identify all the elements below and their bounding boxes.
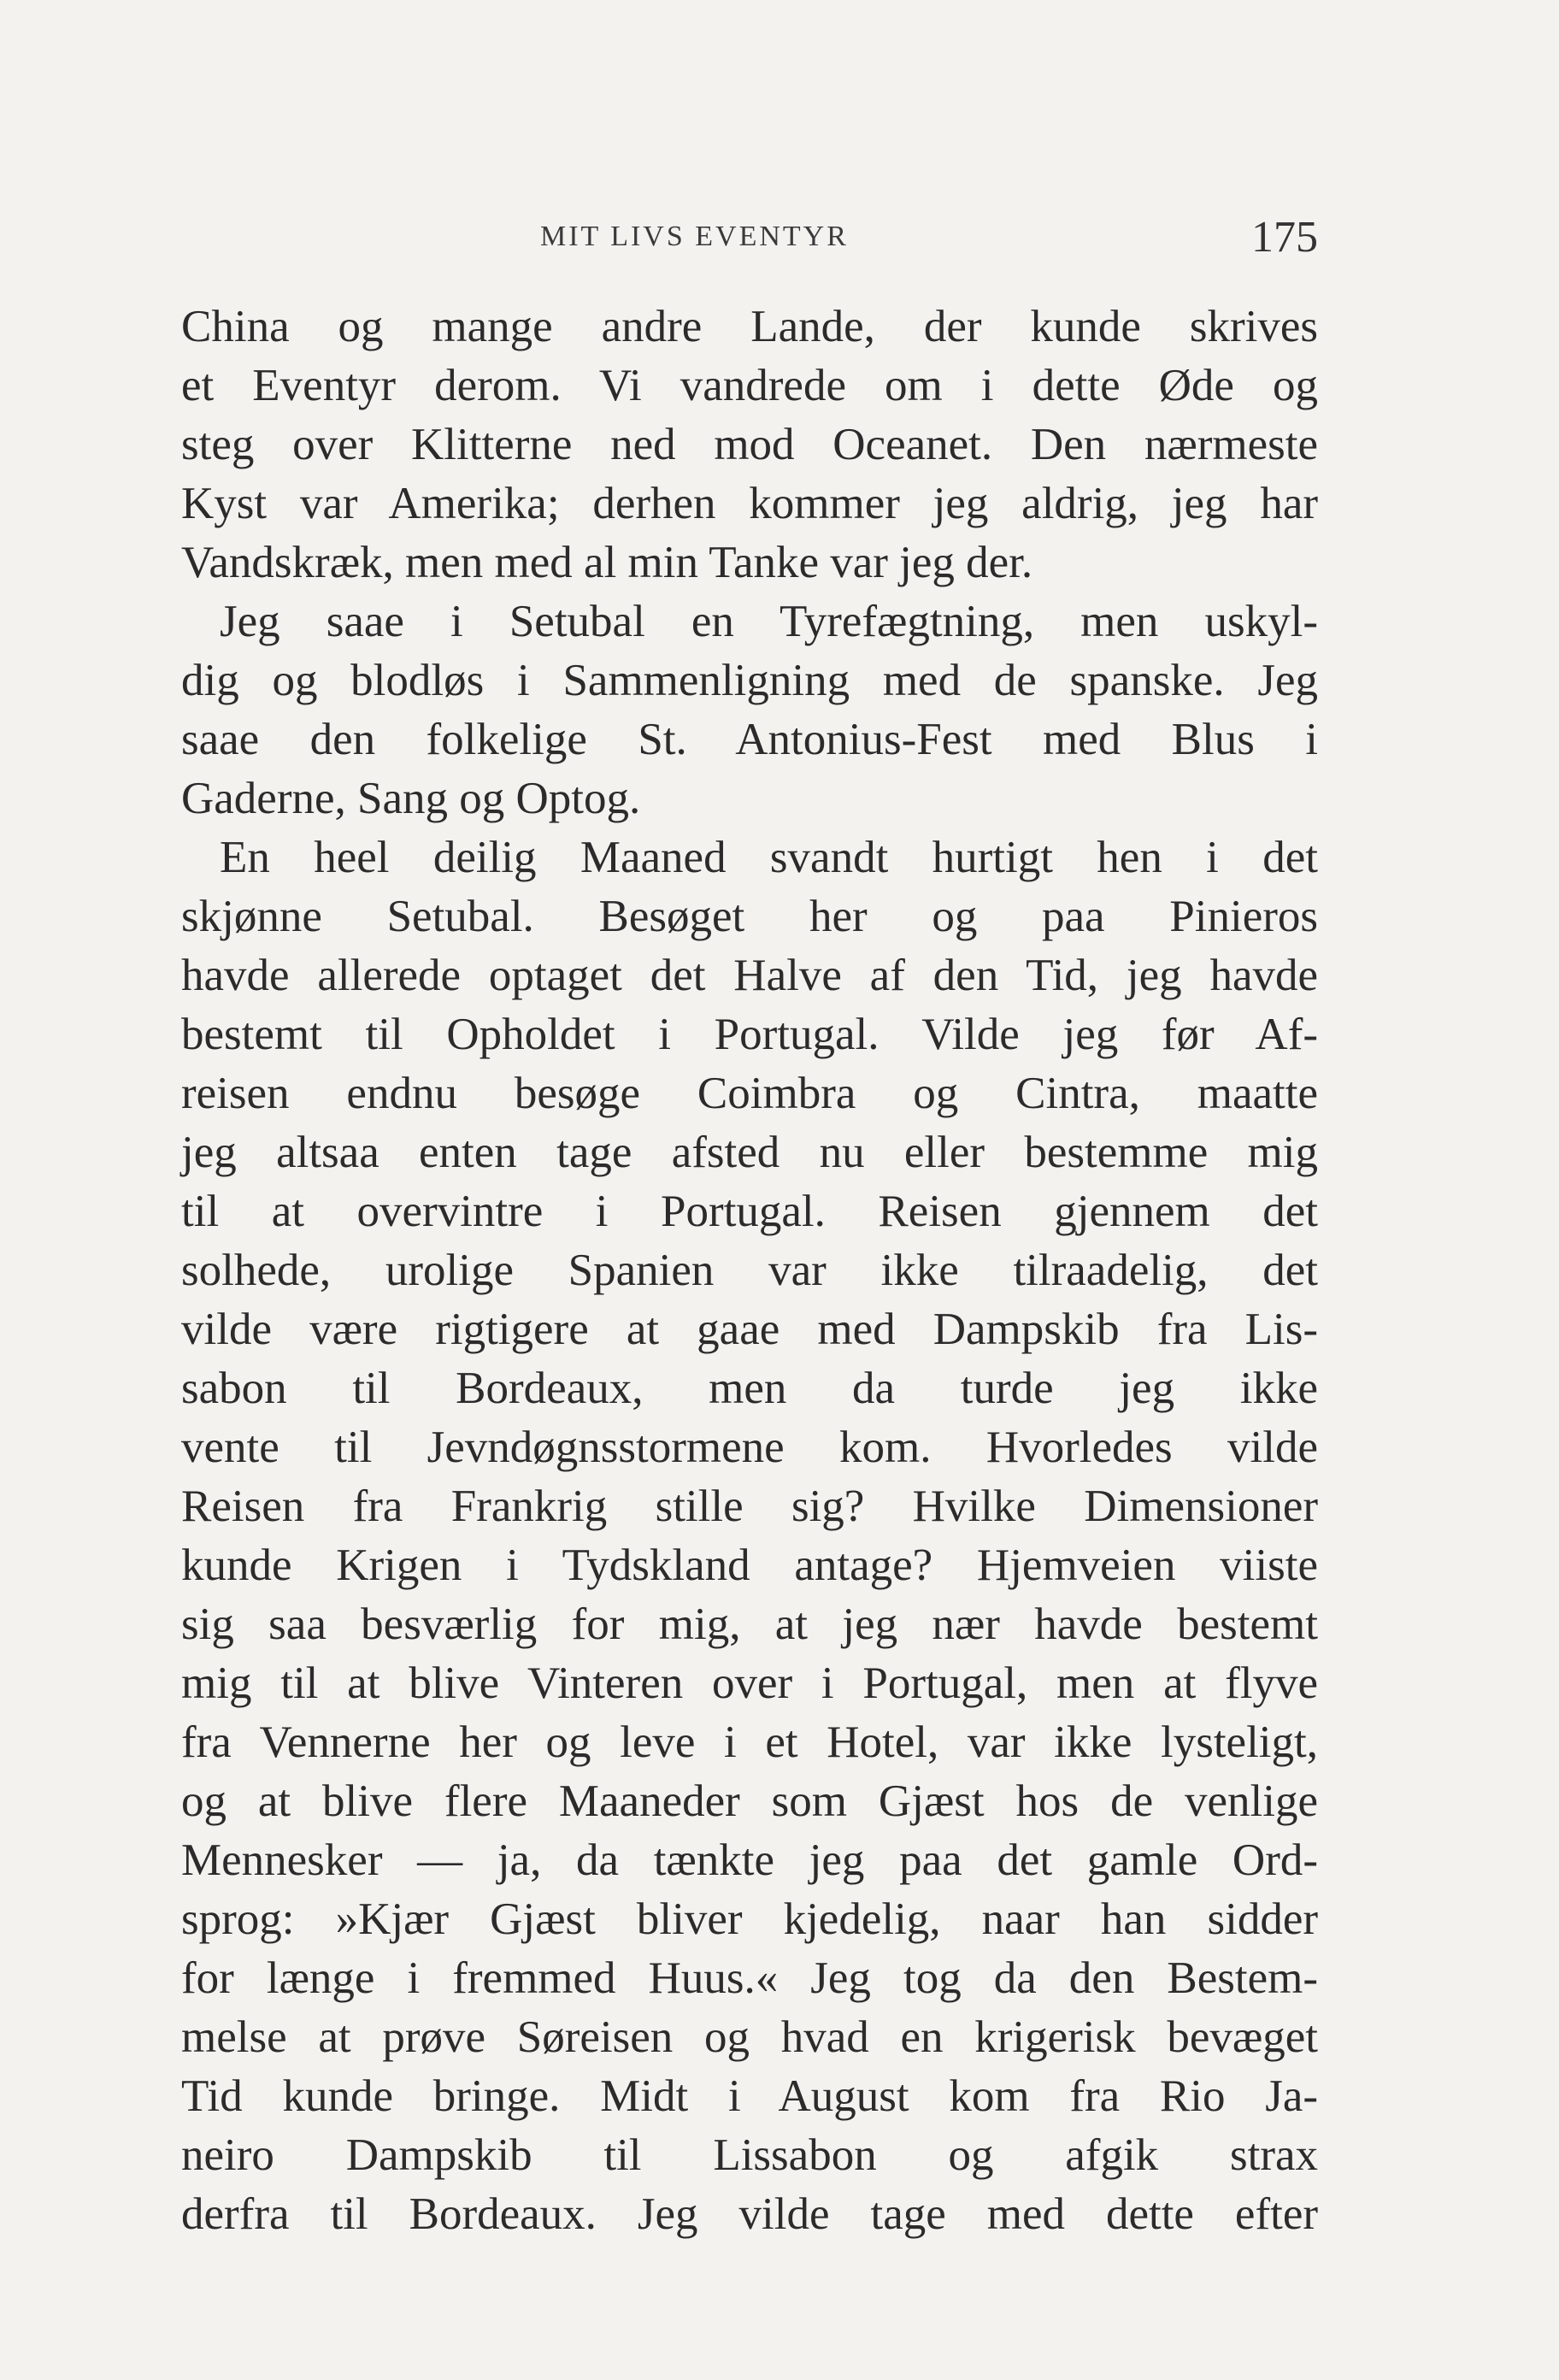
text-line: dig og blodløs i Sammenligning med de spanske. Jeg [181,656,1318,705]
text-line: jeg altsaa enten tage afsted nu eller bestemme mig [181,1128,1318,1177]
text-line: melse at prøve Søreisen og hvad en krigerisk bevæget [181,2012,1318,2062]
text-line: bestemt til Opholdet i Portugal. Vilde jeg før Af- [181,1010,1318,1059]
text-line: China og mange andre Lande, der kunde skrives [181,302,1318,351]
text-line: havde allerede optaget det Halve af den Tid, jeg havde [181,951,1318,1000]
text-line: Jeg saae i Setubal en Tyrefægtning, men uskyl- [220,597,1318,646]
text-line: derfra til Bordeaux. Jeg vilde tage med dette efter [181,2189,1318,2239]
text-line: Mennesker — ja, da tænkte jeg paa det gamle Ord- [181,1835,1318,1885]
text-line: skjønne Setubal. Besøget her og paa Pinieros [181,892,1318,941]
text-line: vente til Jevndøgnsstormene kom. Hvorledes vilde [181,1423,1318,1472]
text-line: Reisen fra Frankrig stille sig? Hvilke Dimensioner [181,1482,1318,1531]
text-line: Gaderne, Sang og Optog. [181,774,641,823]
running-title: MIT LIVS EVENTYR [540,221,849,252]
text-line: Tid kunde bringe. Midt i August kom fra Rio Ja- [181,2071,1318,2121]
text-line: reisen endnu besøge Coimbra og Cintra, maatte [181,1069,1318,1118]
text-line: fra Vennerne her og leve i et Hotel, var ikke lysteligt, [181,1717,1318,1767]
text-line: kunde Krigen i Tydskland antage? Hjemveien viiste [181,1541,1318,1590]
body-text [181,298,1318,2244]
text-line: En heel deilig Maaned svandt hurtigt hen i det [220,833,1318,882]
text-line: sprog: »Kjær Gjæst bliver kjedelig, naar han sidder [181,1894,1318,1944]
text-line: neiro Dampskib til Lissabon og afgik strax [181,2130,1318,2180]
text-line: sabon til Bordeaux, men da turde jeg ikke [181,1364,1318,1413]
page-header [181,212,1318,272]
text-line: og at blive flere Maaneder som Gjæst hos de venlige [181,1776,1318,1826]
text-line: for længe i fremmed Huus.« Jeg tog da den Bestem- [181,1953,1318,2003]
text-line: Vandskræk, men med al min Tanke var jeg der. [181,538,1033,587]
page-number: 175 [1251,213,1318,262]
text-line: Kyst var Amerika; derhen kommer jeg aldrig, jeg har [181,479,1318,528]
text-line: steg over Klitterne ned mod Oceanet. Den nærmeste [181,420,1318,469]
text-line: et Eventyr derom. Vi vandrede om i dette Øde og [181,361,1318,410]
text-line: sig saa besværlig for mig, at jeg nær havde bestemt [181,1599,1318,1649]
text-line: saae den folkelige St. Antonius-Fest med Blus i [181,715,1318,764]
text-line: til at overvintre i Portugal. Reisen gjennem det [181,1187,1318,1236]
text-line: solhede, urolige Spanien var ikke tilraadelig, det [181,1246,1318,1295]
text-line: vilde være rigtigere at gaae med Dampskib fra Lis- [181,1305,1318,1354]
text-line: mig til at blive Vinteren over i Portugal, men at flyve [181,1658,1318,1708]
